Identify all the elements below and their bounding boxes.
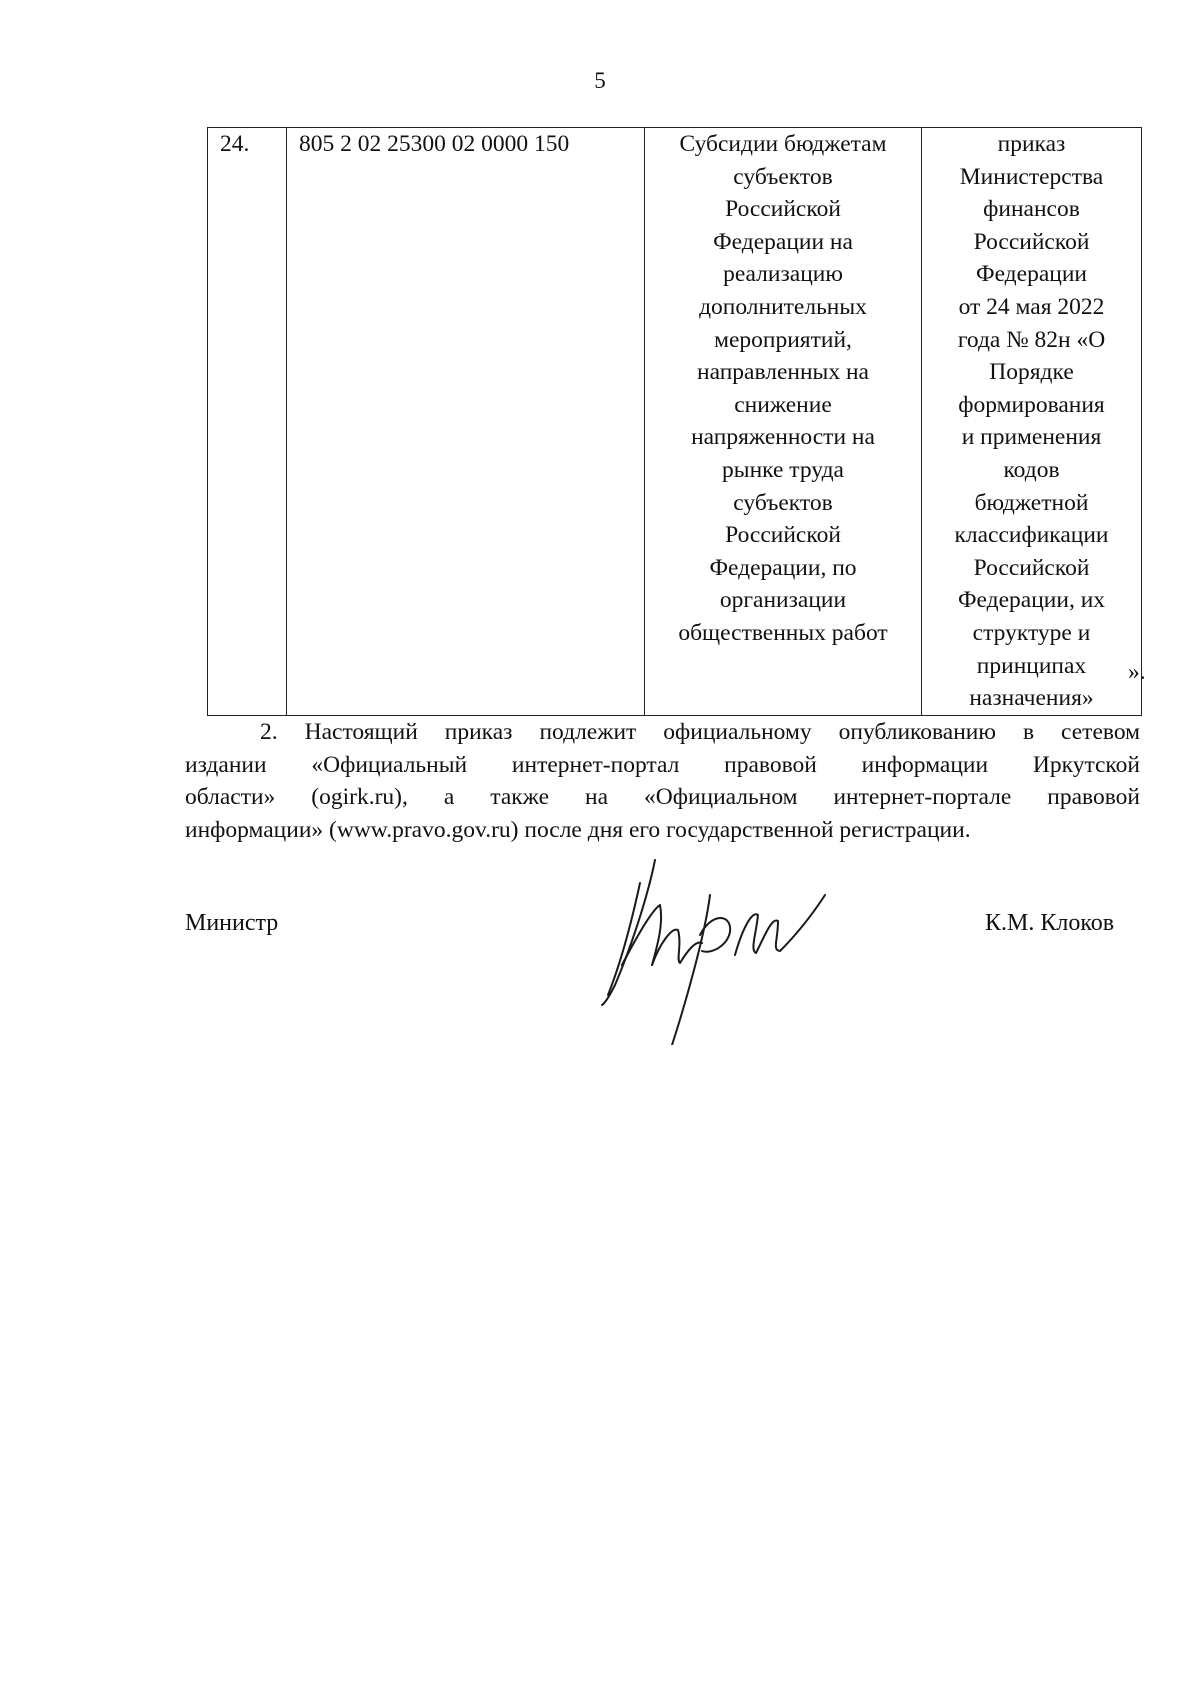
reference-line: Порядке xyxy=(989,359,1074,386)
name-line: Российской xyxy=(725,196,841,223)
row-number: 24. xyxy=(208,128,287,716)
reference-line: Министерства xyxy=(959,163,1104,190)
name-line: снижение xyxy=(734,391,832,418)
table-row xyxy=(208,128,1142,716)
paragraph-line: области» (ogirk.ru), а также на «Официальном интернет-портале правовой xyxy=(185,784,1140,810)
handwritten-signature xyxy=(560,855,830,1045)
name-line: рынке труда xyxy=(722,456,844,483)
name-line: организации xyxy=(719,587,847,614)
reference-line: Российской xyxy=(973,228,1090,255)
name-line: Субсидии бюджетам xyxy=(679,131,887,157)
name-line: Российской xyxy=(725,522,841,549)
reference-line: структуре и xyxy=(972,619,1091,646)
paragraph-line: информации» (www.pravo.gov.ru) после дня его государственной регистрации. xyxy=(185,816,971,843)
revenue-name xyxy=(645,128,922,716)
name-line: Федерации на xyxy=(713,228,853,255)
signatory-name: К.М. Клоков xyxy=(985,910,1115,936)
reference-line: от 24 мая 2022 xyxy=(958,293,1105,320)
legal-reference xyxy=(922,128,1142,716)
reference-line: формирования xyxy=(958,391,1105,418)
reference-line: года № 82н «О xyxy=(957,326,1106,353)
name-line: реализацию xyxy=(723,261,843,288)
codes-table xyxy=(207,127,1142,716)
reference-line: классификации xyxy=(954,522,1109,549)
name-line: общественных работ xyxy=(678,619,888,646)
name-line: субъектов xyxy=(733,163,833,190)
reference-line: Федерации xyxy=(976,261,1087,288)
reference-line: принципах xyxy=(976,652,1087,679)
signatory-position: Министр xyxy=(185,910,279,936)
paragraph-line: издании «Официальный интернет-портал правовой информации Иркутской xyxy=(185,751,1140,778)
budget-code: 805 2 02 25300 02 0000 150 xyxy=(287,128,645,716)
paragraph-line: 2. Настоящий приказ подлежит официальному опубликованию в сетевом xyxy=(260,719,1140,745)
reference-line: Российской xyxy=(973,554,1090,581)
publication-paragraph xyxy=(185,716,1140,846)
reference-line: Федерации, их xyxy=(957,587,1106,614)
name-line: мероприятий, xyxy=(714,326,852,353)
name-line: направленных на xyxy=(697,359,869,386)
reference-line: бюджетной xyxy=(974,489,1089,516)
name-line: напряженности на xyxy=(691,424,875,451)
name-line: дополнительных xyxy=(699,293,867,320)
reference-line: приказ xyxy=(997,131,1066,157)
closing-quote: ». xyxy=(1128,659,1146,685)
reference-line: финансов xyxy=(983,196,1080,223)
reference-line: и применения xyxy=(961,424,1102,451)
page-number: 5 xyxy=(594,68,606,93)
name-line: Федерации, по xyxy=(709,554,857,581)
reference-line: кодов xyxy=(1003,456,1060,483)
reference-line: назначения» xyxy=(969,685,1094,712)
name-line: субъектов xyxy=(733,489,833,516)
